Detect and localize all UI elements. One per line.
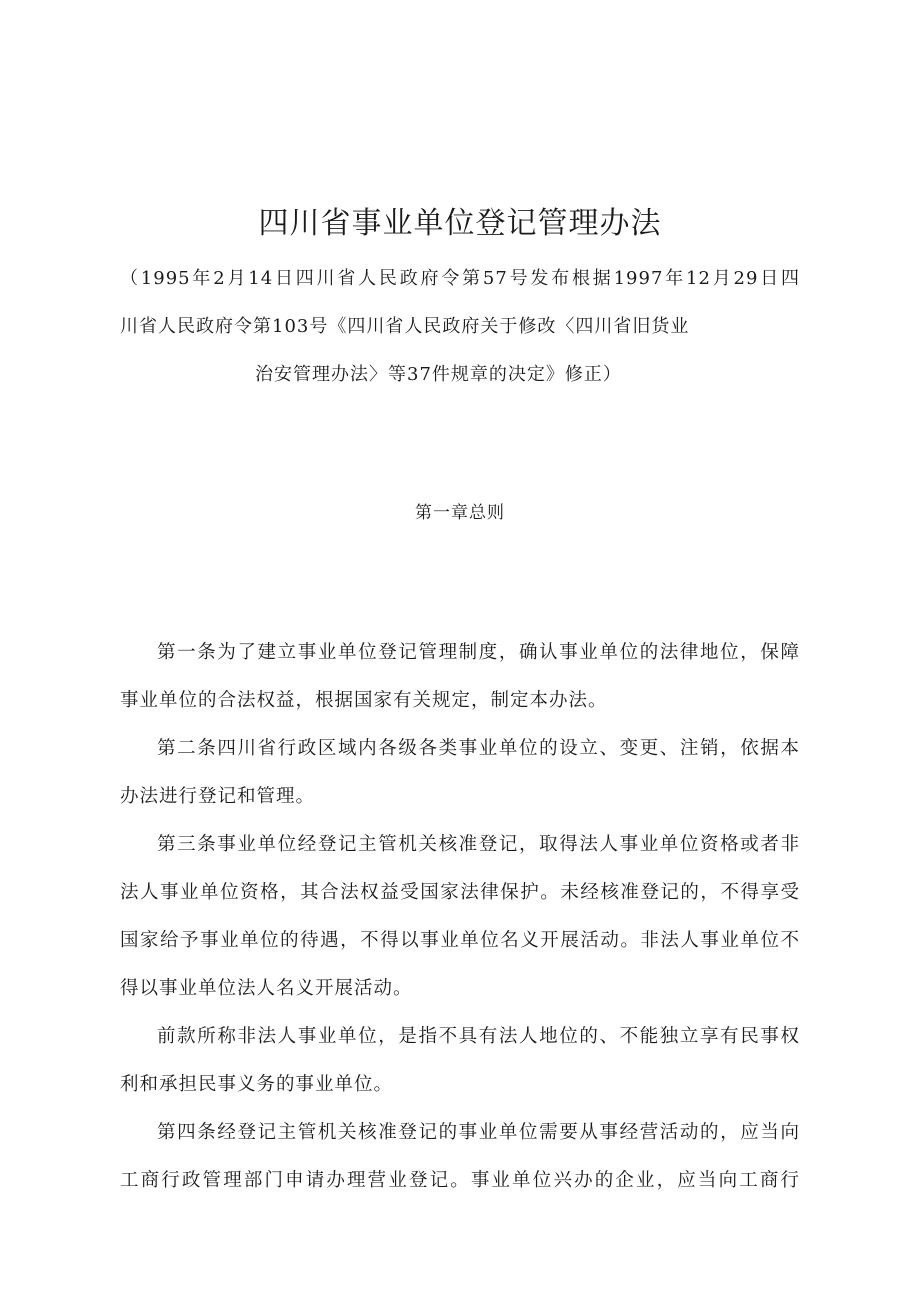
body-line: 利和承担民事义务的事业单位。 — [120, 1074, 394, 1095]
body-line: 第一条为了建立事业单位登记管理制度，确认事业单位的法律地位，保障 — [157, 642, 800, 663]
subtitle-line-2: 川省人民政府令第103号《四川省人民政府关于修改〈四川省旧货业 — [120, 316, 690, 337]
body-line: 前款所称非法人事业单位，是指不具有法人地位的、不能独立享有民事权 — [157, 1026, 800, 1047]
body-line: 得以事业单位法人名义开展活动。 — [120, 978, 413, 999]
body-line: 事业单位的合法权益，根据国家有关规定，制定本办法。 — [120, 690, 608, 711]
subtitle-line-3: 治安管理办法〉等37件规章的决定》修正） — [255, 364, 622, 385]
document-title: 四川省事业单位登记管理办法 — [258, 206, 662, 241]
body-line: 工商行政管理部门申请办理营业登记。事业单位兴办的企业，应当向工商行 — [120, 1170, 800, 1191]
body-line: 第三条事业单位经登记主管机关核准登记，取得法人事业单位资格或者非 — [157, 834, 800, 855]
subtitle-line-1: （1995年2月14日四川省人民政府令第57号发布根据1997年12月29日四 — [120, 268, 800, 289]
body-line: 国家给予事业单位的待遇，不得以事业单位名义开展活动。非法人事业单位不 — [120, 930, 800, 951]
body-line: 法人事业单位资格，其合法权益受国家法律保护。未经核准登记的，不得享受 — [120, 882, 800, 903]
chapter-heading: 第一章总则 — [415, 503, 505, 523]
body-line: 第二条四川省行政区域内各级各类事业单位的设立、变更、注销，依据本 — [157, 738, 800, 759]
body-line: 办法进行登记和管理。 — [120, 786, 316, 807]
body-line: 第四条经登记主管机关核准登记的事业单位需要从事经营活动的，应当向 — [157, 1122, 800, 1143]
